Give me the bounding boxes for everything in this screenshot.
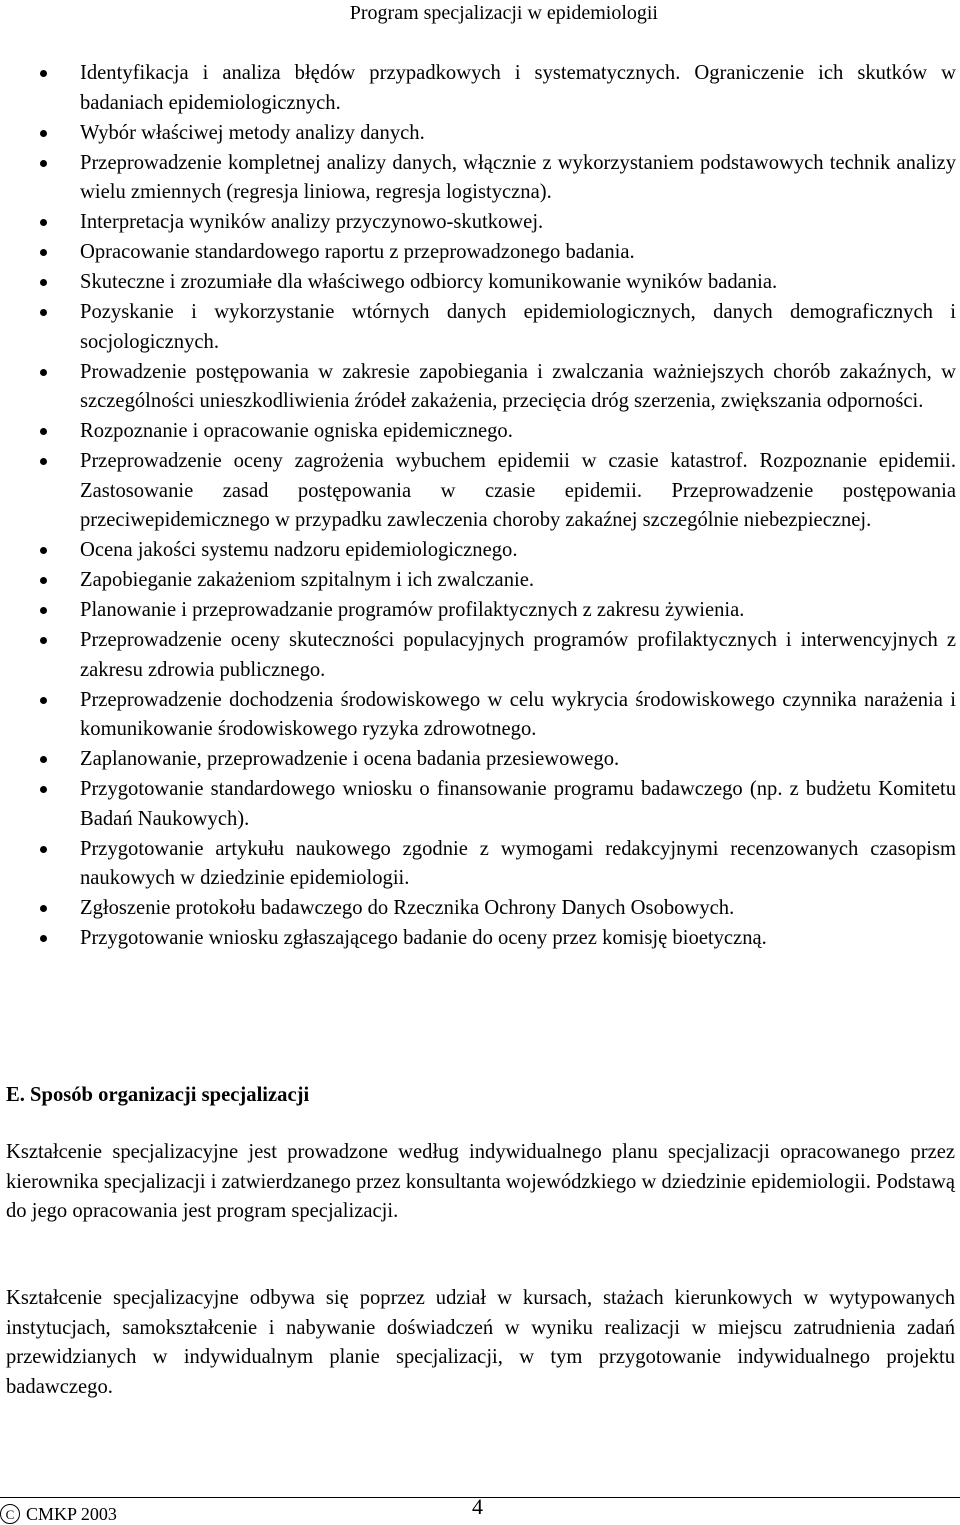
bullet-icon (40, 160, 47, 167)
footer-copyright (0, 1503, 117, 1525)
competency-list (0, 59, 956, 954)
page-number: 4 (472, 1494, 483, 1519)
list-item: Przygotowanie wniosku zgłaszającego badanie do oceny przez komisję bioetyczną. (0, 924, 956, 954)
list-item: Rozpoznanie i opracowanie ogniska epidemicznego. (0, 417, 956, 447)
bullet-icon (40, 547, 47, 554)
bullet-icon (40, 607, 47, 614)
list-item: Przeprowadzenie oceny zagrożenia wybuchem epidemii w czasie katastrof. Rozpoznanie epidemii. Zastosowanie zasad postępowania w czasie epidemii. Przeprowadzenie postępowania przeciwepidemicznego w przypadku zawleczenia choroby zakaźnej szczególnie niebezpiecznej. (0, 447, 956, 536)
list-item: Identyfikacja i analiza błędów przypadkowych i systematycznych. Ograniczenie ich skutków w badaniach epidemiologicznych. (0, 59, 956, 118)
list-item: Interpretacja wyników analizy przyczynowo-skutkowej. (0, 208, 956, 238)
bullet-icon (40, 786, 47, 793)
paragraph: Kształcenie specjalizacyjne odbywa się poprzez udział w kursach, stażach kierunkowych w wytypowanych instytucjach, samokształcenie i nabywanie doświadczeń w wyniku realizacji w miejscu zatrudnienia zadań przewidzianych w indywidualnym planie specjalizacji, w tym przygotowanie indywidualnego projektu badawczego. (6, 1287, 955, 1398)
paragraph: Kształcenie specjalizacyjne jest prowadzone według indywidualnego planu specjalizacji opracowanego przez kierownika specjalizacji i zatwierdzanego przez konsultanta wojewódzkiego w dziedzinie epidemiologii. Podstawą do jego opracowania jest program specjalizacji. (6, 1141, 955, 1222)
list-item: Wybór właściwej metody analizy danych. (0, 119, 956, 149)
bullet-icon (40, 219, 47, 226)
bullet-icon (40, 577, 47, 584)
bullet-icon (40, 249, 47, 256)
bullet-icon (40, 309, 47, 316)
bullet-icon (40, 905, 47, 912)
bullet-icon (40, 458, 47, 465)
copyright-text: CMKP 2003 (26, 1504, 117, 1524)
list-item: Planowanie i przeprowadzanie programów profilaktycznych z zakresu żywienia. (0, 596, 956, 626)
page-header (0, 0, 960, 30)
bullet-icon (40, 70, 47, 77)
list-item: Przeprowadzenie oceny skuteczności populacyjnych programów profilaktycznych i interwencyjnych z zakresu zdrowia publicznego. (0, 626, 956, 685)
list-item: Zapobieganie zakażeniom szpitalnym i ich zwalczanie. (0, 566, 956, 596)
bullet-icon (40, 846, 47, 853)
bullet-icon (40, 637, 47, 644)
list-item: Skuteczne i zrozumiałe dla właściwego odbiorcy komunikowanie wyników badania. (0, 268, 956, 298)
list-item: Przygotowanie artykułu naukowego zgodnie z wymogami redakcyjnymi recenzowanych czasopism naukowych w dziedzinie epidemiologii. (0, 835, 956, 894)
list-item: Przeprowadzenie dochodzenia środowiskowego w celu wykrycia środowiskowego czynnika narażenia i komunikowanie środowiskowego ryzyka zdrowotnego. (0, 686, 956, 745)
list-item: Pozyskanie i wykorzystanie wtórnych danych epidemiologicznych, danych demograficznych i socjologicznych. (0, 298, 956, 357)
bullet-icon (40, 756, 47, 763)
list-item: Ocena jakości systemu nadzoru epidemiologicznego. (0, 536, 956, 566)
bullet-icon (40, 935, 47, 942)
list-item: Zaplanowanie, przeprowadzenie i ocena badania przesiewowego. (0, 745, 956, 775)
bullet-icon (40, 697, 47, 704)
bullet-icon (40, 130, 47, 137)
list-item: Opracowanie standardowego raportu z przeprowadzonego badania. (0, 238, 956, 268)
list-item: Przygotowanie standardowego wniosku o finansowanie programu badawczego (np. z budżetu Komitetu Badań Naukowych). (0, 775, 956, 834)
section-title: E. Sposób organizacji specjalizacji (6, 1084, 310, 1106)
bullet-icon (40, 369, 47, 376)
bullet-icon (40, 279, 47, 286)
bullet-icon (40, 428, 47, 435)
list-item: Prowadzenie postępowania w zakresie zapobiegania i zwalczania ważniejszych chorób zakaźnych, w szczególności unieszkodliwienia źródeł zakażenia, przecięcia dróg szerzenia, zwiększania odporności. (0, 358, 956, 417)
list-item: Przeprowadzenie kompletnej analizy danych, włącznie z wykorzystaniem podstawowych technik analizy wielu zmiennych (regresja liniowa, regresja logistyczna). (0, 149, 956, 208)
copyright-icon: C (0, 1504, 20, 1524)
header-title: Program specjalizacji w epidemiologii (349, 2, 658, 24)
list-item: Zgłoszenie protokołu badawczego do Rzecznika Ochrony Danych Osobowych. (0, 894, 956, 924)
